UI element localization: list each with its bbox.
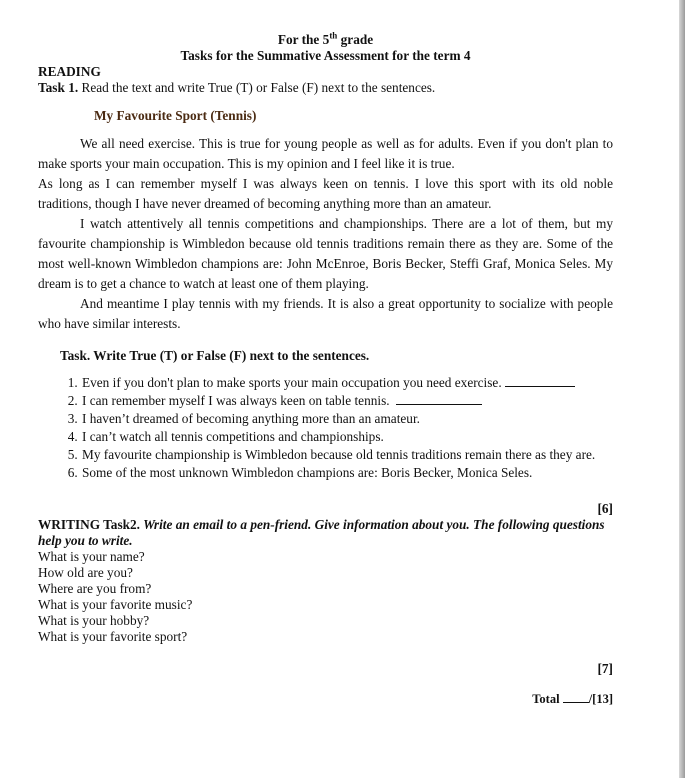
answer-blank[interactable] xyxy=(505,374,575,387)
writing-instruction: Write an email to a pen-friend. Give information about you. The following questions help you to write. xyxy=(38,517,605,548)
statement-item xyxy=(81,446,613,464)
worksheet xyxy=(38,32,613,707)
answer-blank[interactable] xyxy=(396,392,482,405)
total-label: Total xyxy=(532,692,563,706)
question-item: What is your favorite sport? xyxy=(38,629,188,644)
story-paragraph-2: As long as I can remember myself I was always keen on tennis. I love this sport with its old noble traditions, though I have never dreamed of becoming anything more than an amateur. xyxy=(38,176,613,211)
statement-text: My favourite championship is Wimbledon because old tennis traditions remain there as they are. xyxy=(82,447,596,462)
true-false-task-heading: Task. Write True (T) or False (F) next to the sentences. xyxy=(60,348,370,363)
reading-score: [6] xyxy=(597,501,613,516)
story-text xyxy=(38,134,613,334)
page-edge xyxy=(679,0,685,778)
statement-item xyxy=(81,464,613,482)
total-score xyxy=(38,691,613,707)
grade-heading xyxy=(38,32,613,48)
statement-text: I can’t watch all tennis competitions and championships. xyxy=(82,429,384,444)
question-item: What is your name? xyxy=(38,549,145,564)
writing-task xyxy=(38,517,613,549)
statement-text: Even if you don't plan to make sports your main occupation you need exercise. xyxy=(82,375,502,390)
grade-heading-text: For the 5 xyxy=(277,32,330,47)
task1-label: Task 1. xyxy=(38,80,79,95)
task1-line xyxy=(38,80,613,96)
total-suffix: /[13] xyxy=(588,692,613,706)
statement-text: Some of the most unknown Wimbledon champions are: Boris Becker, Monica Seles. xyxy=(82,465,533,480)
total-blank[interactable] xyxy=(563,691,589,703)
question-item: How old are you? xyxy=(38,565,133,580)
writing-score: [7] xyxy=(597,661,613,676)
statement-list xyxy=(38,374,613,482)
writing-heading: WRITING Task2. xyxy=(38,517,140,532)
statement-item xyxy=(81,374,613,392)
statement-item xyxy=(81,410,613,428)
question-item: What is your hobby? xyxy=(38,613,150,628)
assessment-heading: Tasks for the Summative Assessment for the term 4 xyxy=(180,48,471,63)
statement-text: I haven’t dreamed of becoming anything more than an amateur. xyxy=(82,411,420,426)
story-paragraph-1: We all need exercise. This is true for young people as well as for adults. Even if you don't plan to make sports your main occupation. This is my opinion and I feel like it is true. xyxy=(38,136,613,171)
grade-heading-sup: th xyxy=(329,30,338,41)
statement-item xyxy=(81,428,613,446)
question-item: What is your favorite music? xyxy=(38,597,193,612)
grade-heading-suffix: grade xyxy=(337,32,374,47)
question-item: Where are you from? xyxy=(38,581,152,596)
reading-heading: READING xyxy=(38,64,101,79)
story-paragraph-3: I watch attentively all tennis competitions and championships. There are a lot of them, but my favourite championship is Wimbledon because old tennis traditions remain there as they are. Some of the most well-known Wimbledon champions are: John McEnroe, Boris Becker, Steffi Graf, Monica Seles. My dream is to get a chance to watch at least one of them playing. xyxy=(38,216,613,291)
story-title: My Favourite Sport (Tennis) xyxy=(94,108,257,123)
task1-instruction: Read the text and write True (T) or False (F) next to the sentences. xyxy=(78,80,436,95)
writing-questions xyxy=(38,549,613,645)
statement-text: I can remember myself I was always keen on table tennis. xyxy=(82,393,390,408)
statement-item xyxy=(81,392,613,410)
story-paragraph-4: And meantime I play tennis with my friends. It is also a great opportunity to socialize with people who have similar interests. xyxy=(38,296,613,331)
